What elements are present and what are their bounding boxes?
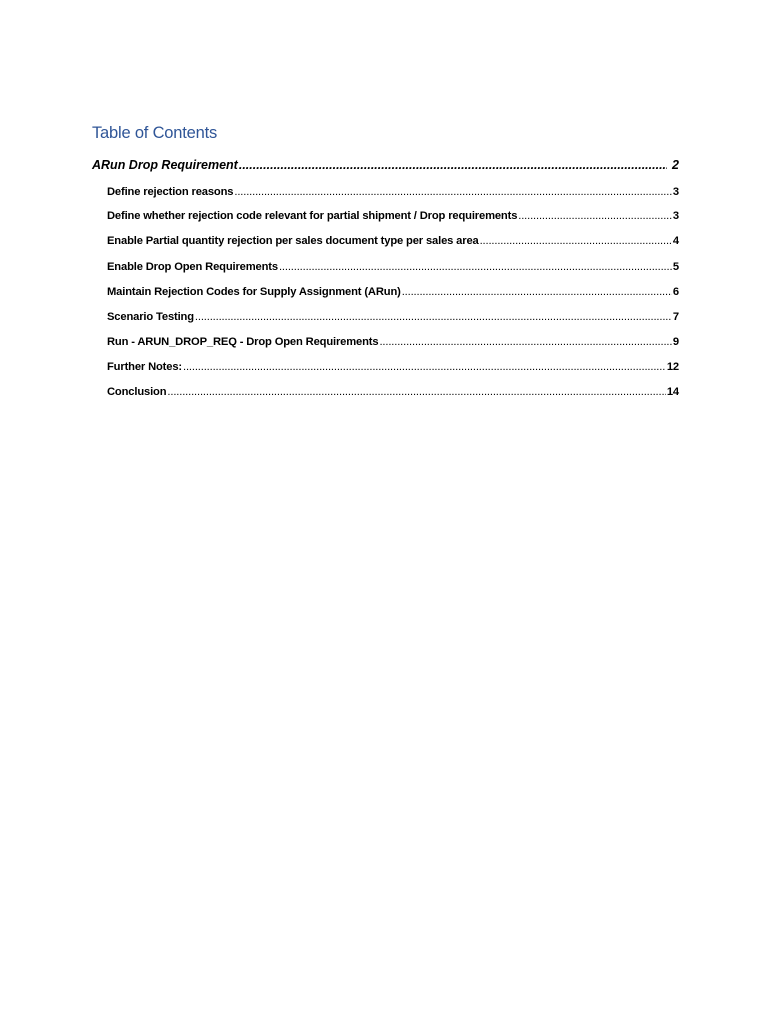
toc-entry-page: 9 <box>672 336 679 348</box>
toc-entry-label: Enable Partial quantity rejection per sales document type per sales area <box>107 235 479 247</box>
toc-entry-scenario-testing[interactable] <box>107 311 679 323</box>
toc-entry-label: Maintain Rejection Codes for Supply Assignment (ARun) <box>107 286 401 298</box>
dot-leader <box>402 286 672 298</box>
toc-entry-maintain-rejection-codes[interactable] <box>107 286 679 298</box>
toc-entry-label: Conclusion <box>107 386 167 398</box>
toc-entry-conclusion[interactable] <box>107 386 679 398</box>
toc-entry-enable-drop-open-requirements[interactable] <box>107 261 679 273</box>
toc-entry-define-rejection-reasons[interactable] <box>107 186 679 198</box>
toc-entry-further-notes[interactable] <box>107 361 679 373</box>
dot-leader <box>480 235 672 247</box>
toc-entry-run-arun-drop-req[interactable] <box>107 336 679 348</box>
toc-entry-label: Scenario Testing <box>107 311 194 323</box>
dot-leader <box>518 210 672 222</box>
dot-leader <box>279 261 672 273</box>
toc-entry-page: 3 <box>672 186 679 198</box>
toc-entry-label: Define whether rejection code relevant for partial shipment / Drop requirements <box>107 210 518 222</box>
toc-entry-label: Enable Drop Open Requirements <box>107 261 278 273</box>
toc-entry-page: 4 <box>672 235 679 247</box>
toc-entry-page: 6 <box>672 286 679 298</box>
toc-entry-define-rejection-code-relevance[interactable] <box>107 210 679 222</box>
dot-leader <box>167 386 665 398</box>
toc-entry-page: 14 <box>666 386 679 398</box>
toc-title: Table of Contents <box>92 124 218 142</box>
toc-entry-label: Define rejection reasons <box>107 186 234 198</box>
toc-entry-page: 12 <box>666 361 679 373</box>
toc-entry-page: 3 <box>672 210 679 222</box>
toc-entry-page: 7 <box>672 311 679 323</box>
toc-entry-enable-partial-quantity-rejection[interactable] <box>107 235 679 247</box>
dot-leader <box>239 158 667 172</box>
toc-entry-label: ARun Drop Requirement <box>92 158 238 172</box>
toc-entry-page: 2 <box>672 158 679 172</box>
toc-entry-label: Run - ARUN_DROP_REQ - Drop Open Requirements <box>107 336 379 348</box>
dot-leader <box>234 186 672 198</box>
dot-leader <box>379 336 671 348</box>
toc-entry-label: Further Notes: <box>107 361 182 373</box>
toc-entry-arun-drop-requirement[interactable] <box>92 158 679 172</box>
dot-leader <box>183 361 666 373</box>
dot-leader <box>195 311 672 323</box>
toc-entry-page: 5 <box>672 261 679 273</box>
